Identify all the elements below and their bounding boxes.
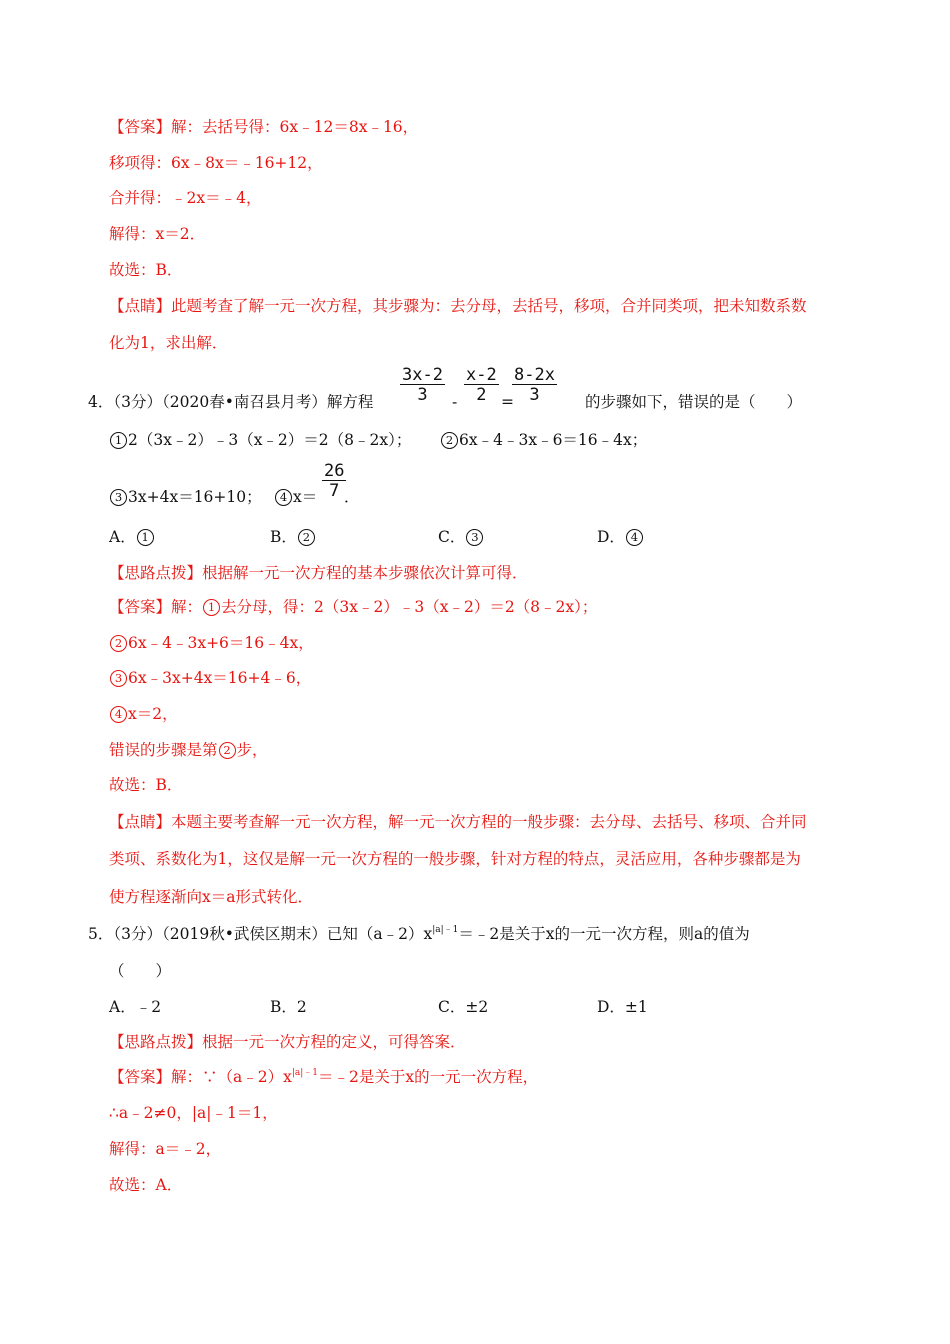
q3-step-4: 解得：x＝2． [109, 225, 206, 243]
q5-step-3: 解得：a＝﹣2， [109, 1140, 222, 1158]
q4-option-b-label: B． [270, 528, 297, 546]
q3-step-2: 移项得：6x﹣8x＝﹣16+12， [109, 154, 323, 172]
q4-score: （3分） [113, 393, 162, 411]
q4-step4-fraction [322, 462, 346, 501]
q4-ans4-marker: 4 [110, 706, 127, 723]
q4-ans1-marker: 1 [203, 599, 220, 616]
q4-option-d[interactable] [597, 527, 644, 547]
q5-option-d[interactable]: D．±1 [597, 998, 648, 1016]
q5-answer-b: ＝﹣2是关于x的一元一次方程， [318, 1068, 539, 1086]
q4-wrong-step [109, 740, 268, 760]
q5-number: 5． [88, 925, 114, 943]
q3-note-line-1 [109, 296, 807, 316]
q4-step3-marker: 3 [110, 489, 127, 506]
q4-step4-numerator: 26 [324, 461, 345, 481]
q4-ans3-marker: 3 [110, 670, 127, 687]
q4-hint [109, 563, 528, 583]
q3-answer-text: 解：去括号得：6x﹣12＝8x﹣16， [171, 118, 419, 136]
q4-equals: = [501, 393, 514, 411]
q4-option-a[interactable] [109, 527, 155, 547]
q4-answer-line [109, 597, 597, 617]
q4-option-d-label: D． [597, 528, 625, 546]
q4-hint-lead: 【思路点拨】 [109, 564, 203, 582]
q5-source: （2019秋•武侯区期末） [162, 925, 327, 943]
q4-ans2-marker: 2 [110, 635, 127, 652]
q4-answer-lead: 【答案】 [109, 598, 172, 616]
q4-minus: - [452, 393, 458, 411]
q4-option-c-marker: 3 [466, 529, 483, 546]
q5-answer-line [109, 1067, 538, 1087]
q4-wrong-step-b: 步， [236, 741, 268, 759]
q3-answer-line [109, 117, 418, 137]
q4-fraction-3 [512, 366, 557, 405]
q5-answer-a: 解：∵（a﹣2）x [171, 1068, 292, 1086]
q4-option-a-marker: 1 [137, 529, 154, 546]
q4-option-b[interactable] [270, 527, 316, 547]
q4-source: （2020春•南召县月考） [162, 393, 327, 411]
q5-stem [88, 924, 750, 944]
q4-option-c[interactable] [438, 527, 484, 547]
q3-answer-lead: 【答案】 [109, 118, 172, 136]
q4-choose: 故选：B． [109, 776, 183, 794]
q5-stem-b: ＝﹣2是关于x的一元一次方程，则a的值为 [458, 925, 750, 943]
q4-frac3-numerator: 8-2x [514, 365, 555, 385]
q4-step-3 [109, 487, 262, 507]
q5-option-a[interactable]: A．﹣2 [109, 998, 162, 1016]
q4-ans1-text: 去分母，得：2（3x﹣2）﹣3（x﹣2）＝2（8﹣2x）； [221, 598, 598, 616]
q4-answer-prefix: 解： [171, 598, 203, 616]
q4-frac3-denominator: 3 [529, 385, 540, 405]
q4-step-1 [109, 430, 411, 450]
q4-fraction-1 [400, 366, 445, 405]
q4-step-2 [440, 430, 647, 450]
q4-option-a-label: A． [109, 528, 136, 546]
q4-note-line-1 [109, 812, 807, 832]
q5-option-b[interactable]: B．2 [270, 998, 307, 1016]
q5-stem-exponent: |a|﹣1 [432, 925, 459, 935]
q4-step4-marker: 4 [275, 489, 292, 506]
q4-frac1-numerator: 3x-2 [402, 365, 443, 385]
q4-ans-3 [109, 668, 311, 688]
q4-note-line-2: 类项、系数化为1，这仅是解一元一次方程的一般步骤，针对方程的特点，灵活应用，各种步骤都是为 [109, 850, 801, 868]
q5-option-c[interactable]: C．±2 [438, 998, 489, 1016]
q4-note-text: 本题主要考查解一元一次方程，解一元一次方程的一般步骤：去分母、去括号、移项、合并同 [171, 813, 807, 831]
q3-step-3: 合并得：﹣2x＝﹣4， [109, 189, 262, 207]
q4-step4-denominator: 7 [329, 481, 340, 501]
q4-note-line-3: 使方程逐渐向x＝a形式转化． [109, 888, 313, 906]
q4-frac2-numerator: x-2 [466, 365, 497, 385]
q5-hint [109, 1032, 466, 1052]
q5-step-2: ∴a﹣2≠0，|a|﹣1＝1， [109, 1104, 278, 1122]
q4-frac2-denominator: 2 [476, 385, 487, 405]
q5-blank: （ ） [109, 962, 172, 980]
q4-wrong-step-a: 错误的步骤是第 [109, 741, 218, 759]
q4-option-b-marker: 2 [298, 529, 315, 546]
q3-choose: 故选：B． [109, 261, 183, 279]
q4-step4-prefix: x＝ [293, 488, 318, 506]
q4-step1-text: 2（3x﹣2）﹣3（x﹣2）＝2（8﹣2x）； [128, 431, 412, 449]
q5-hint-lead: 【思路点拨】 [109, 1033, 203, 1051]
q5-hint-text: 根据一元一次方程的定义，可得答案． [202, 1033, 466, 1051]
q4-hint-text: 根据解一元一次方程的基本步骤依次计算可得． [202, 564, 528, 582]
q4-ans4-text: x＝2， [128, 705, 178, 723]
q4-ans-4 [109, 704, 178, 724]
q3-note-line-2: 化为1，求出解． [109, 334, 228, 352]
q4-step2-text: 6x﹣4﹣3x﹣6＝16﹣4x； [459, 431, 648, 449]
q4-step2-marker: 2 [441, 432, 458, 449]
q4-frac1-denominator: 3 [417, 385, 428, 405]
q5-answer-lead: 【答案】 [109, 1068, 172, 1086]
q4-stem [88, 392, 373, 412]
q4-wrong-step-marker: 2 [219, 742, 236, 759]
q4-note-lead: 【点睛】 [109, 813, 172, 831]
q4-ans-2 [109, 633, 314, 653]
q4-number: 4． [88, 393, 114, 411]
q4-step1-marker: 1 [110, 432, 127, 449]
q4-option-c-label: C． [438, 528, 466, 546]
q4-ans2-text: 6x﹣4﹣3x+6＝16﹣4x， [128, 634, 314, 652]
q5-answer-exponent: |a|﹣1 [291, 1068, 319, 1078]
q3-note-text: 此题考查了解一元一次方程，其步骤为：去分母，去括号，移项，合并同类项，把未知数系数 [171, 297, 807, 315]
q4-stem-a: 解方程 [326, 393, 374, 411]
q3-note-lead: 【点睛】 [109, 297, 172, 315]
q5-score: （3分） [113, 925, 162, 943]
q4-option-d-marker: 4 [626, 529, 643, 546]
q4-step-4 [274, 487, 317, 507]
q4-step3-text: 3x+4x＝16+10； [128, 488, 262, 506]
q4-fraction-2 [464, 366, 499, 405]
q5-choose: 故选：A． [109, 1176, 183, 1194]
q4-step4-suffix: ． [344, 488, 360, 506]
q4-stem-b: 的步骤如下，错误的是（ ） [585, 393, 803, 411]
q5-stem-a: 已知（a﹣2）x [326, 925, 433, 943]
q4-ans3-text: 6x﹣3x+4x＝16+4﹣6， [128, 669, 312, 687]
